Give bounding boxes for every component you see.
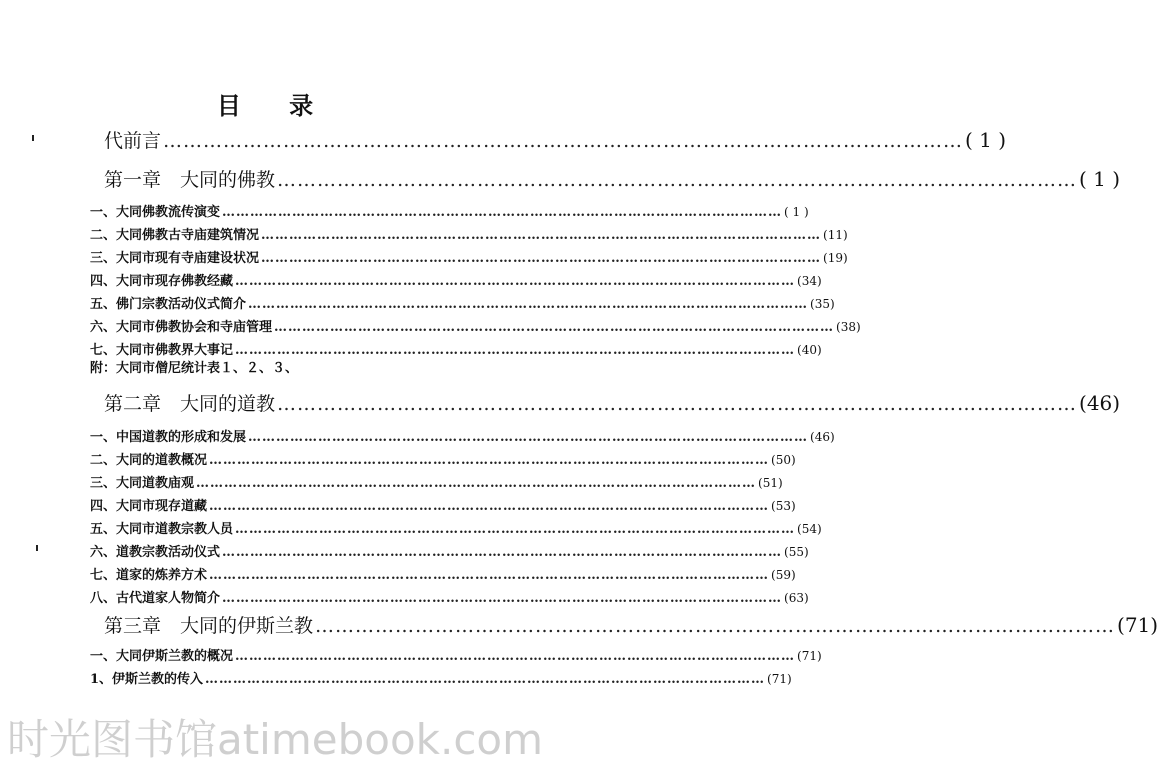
leader-dots: ………………………………………………………………………………………………………… [209,499,770,514]
leader-dots: ………………………………………………………………………………………………………… [274,320,835,335]
toc-section[interactable] [90,224,848,243]
toc-section[interactable] [90,449,796,468]
leader-dots: ………………………………………………………………………………………………………… [261,228,822,243]
toc-section-label: 四、大同市现存道藏 [90,499,208,514]
toc-section-label: 1、伊斯兰教的传入 [90,672,204,687]
toc-section[interactable] [90,472,783,491]
leader-dots: ………………………………………………………………………………………………………… [222,545,783,560]
toc-section[interactable] [90,645,822,664]
toc-chapter-1[interactable] [104,165,1121,192]
toc-section-label: 四、大同市现存佛教经藏 [90,274,234,289]
scan-mark [36,545,38,551]
toc-page-number: (35) [810,297,835,311]
leader-dots: ………………………………………………………………………………………………………… [235,522,796,537]
toc-page-number: (55) [784,545,809,559]
toc-section-label: 七、大同市佛教界大事记 [90,343,234,358]
toc-section-label: 六、大同市佛教协会和寺庙管理 [90,320,273,335]
toc-section[interactable] [90,668,792,687]
toc-section[interactable] [90,426,835,445]
leader-dots: ………………………………………………………………………………………………………… [277,169,1078,191]
leader-dots: ………………………………………………………………………………………………………… [196,476,757,491]
toc-section-label: 三、大同市现有寺庙建设状况 [90,251,260,266]
site-watermark: 时光图书馆atimebook.com [6,715,544,764]
leader-dots: ………………………………………………………………………………………………………… [235,343,796,358]
toc-section[interactable] [90,316,861,335]
toc-section[interactable] [90,270,822,289]
toc-page-number: (50) [771,453,796,467]
toc-page-number: (51) [758,476,783,490]
toc-chapter-label: 第二章 大同的道教 [104,393,276,415]
leader-dots: ………………………………………………………………………………………………………… [222,591,783,606]
toc-page-number: (11) [823,228,848,242]
toc-section[interactable] [90,247,848,266]
toc-section-label: 一、中国道教的形成和发展 [90,430,247,445]
toc-chapter-label: 第三章 大同的伊斯兰教 [104,615,314,637]
toc-section[interactable] [90,518,822,537]
toc-page-number: (19) [823,251,848,265]
toc-entry-preface[interactable] [104,126,1007,153]
toc-section-label: 二、大同佛教古寺庙建筑情况 [90,228,260,243]
leader-dots: ………………………………………………………………………………………………………… [205,672,766,687]
toc-section-label: 二、大同的道教概况 [90,453,208,468]
toc-section[interactable] [90,201,809,220]
leader-dots: ………………………………………………………………………………………………………… [163,130,964,152]
toc-section[interactable] [90,339,822,358]
toc-section-label: 六、道教宗教活动仪式 [90,545,221,560]
toc-page-number: (54) [797,522,822,536]
leader-dots: ………………………………………………………………………………………………………… [209,568,770,583]
toc-page-number: (34) [797,274,822,288]
leader-dots: ………………………………………………………………………………………………………… [315,615,1116,637]
toc-page-number: (63) [784,591,809,605]
toc-chapter-2[interactable] [104,389,1121,416]
toc-page-number: ( 1 ) [1079,167,1121,191]
leader-dots: ………………………………………………………………………………………………………… [248,297,809,312]
scan-mark [32,135,34,141]
toc-page-number: ( 1 ) [965,128,1007,152]
toc-page-number: (46) [1079,391,1121,415]
leader-dots: ………………………………………………………………………………………………………… [235,649,796,664]
toc-page-number: (71) [1117,613,1158,637]
toc-page-number: (40) [797,343,822,357]
toc-section[interactable] [90,564,796,583]
page-title: 目 录 [216,91,334,120]
toc-section-label: 五、大同市道教宗教人员 [90,522,234,537]
toc-section[interactable] [90,495,796,514]
toc-page-number: (59) [771,568,796,582]
toc-section-label: 一、大同佛教流传演变 [90,205,221,220]
toc-chapter-3[interactable] [104,611,1158,638]
toc-section-label: 七、道家的炼养方术 [90,568,208,583]
leader-dots: ………………………………………………………………………………………………………… [277,393,1078,415]
toc-page-number: ( 1 ) [784,205,809,219]
leader-dots: ………………………………………………………………………………………………………… [222,205,783,220]
leader-dots: ………………………………………………………………………………………………………… [209,453,770,468]
toc-page-number: (53) [771,499,796,513]
toc-section[interactable] [90,293,835,312]
toc-section-label: 五、佛门宗教活动仪式简介 [90,297,247,312]
toc-section-label: 三、大同道教庙观 [90,476,195,491]
toc-appendix[interactable]: 附：大同市僧尼统计表１、２、３、 [90,361,299,376]
leader-dots: ………………………………………………………………………………………………………… [248,430,809,445]
leader-dots: ………………………………………………………………………………………………………… [261,251,822,266]
toc-page-number: (71) [797,649,822,663]
toc-entry-label: 代前言 [104,130,162,152]
toc-page-number: (71) [767,672,792,686]
leader-dots: ………………………………………………………………………………………………………… [235,274,796,289]
toc-section-label: 一、大同伊斯兰教的概况 [90,649,234,664]
toc-section-label: 八、古代道家人物简介 [90,591,221,606]
toc-section[interactable] [90,541,809,560]
toc-page-number: (38) [836,320,861,334]
toc-page-number: (46) [810,430,835,444]
toc-chapter-label: 第一章 大同的佛教 [104,169,276,191]
toc-section[interactable] [90,587,809,606]
